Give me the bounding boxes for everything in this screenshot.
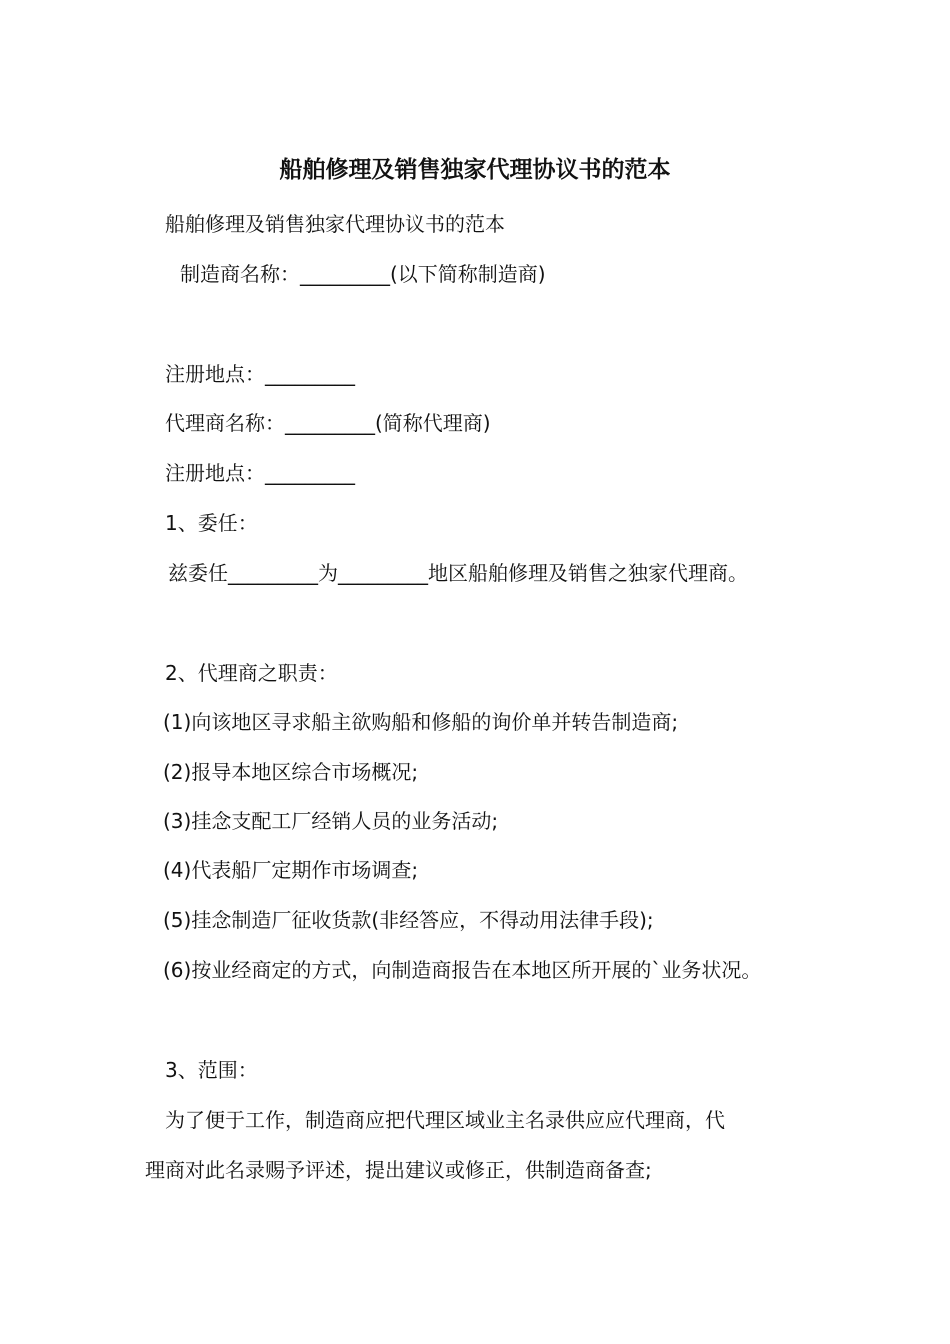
duty-item: (1)向该地区寻求船主欲购船和修船的询价单并转告制造商; (163, 710, 679, 734)
duty-item: (6)按业经商定的方式，向制造商报告在本地区所开展的`业务状况。 (163, 958, 762, 982)
duty-item: (5)挂念制造厂征收货款(非经答应，不得动用法律手段); (163, 908, 654, 932)
section-1-text: 兹委任_________为_________地区船舶修理及销售之独家代理商。 (168, 561, 748, 585)
document-title: 船舶修理及销售独家代理协议书的范本 (279, 157, 671, 183)
duty-item: (2)报导本地区综合市场概况; (163, 760, 419, 784)
section-1-heading: 1、委任： (165, 511, 258, 535)
duty-item: (4)代表船厂定期作市场调查; (163, 858, 419, 882)
section-3-text-line-2: 理商对此名录赐予评述，提出建议或修正，供制造商备查; (145, 1158, 652, 1182)
duty-item: (3)挂念支配工厂经销人员的业务活动; (163, 809, 499, 833)
manufacturer-name-line: 制造商名称：_________(以下简称制造商) (180, 262, 546, 286)
manufacturer-address-line: 注册地点：_________ (165, 362, 355, 386)
section-2-heading: 2、代理商之职责： (165, 661, 338, 685)
agent-name-line: 代理商名称：_________(简称代理商) (165, 411, 491, 435)
document-subtitle: 船舶修理及销售独家代理协议书的范本 (165, 212, 505, 236)
section-3-text-line-1: 为了便于工作，制造商应把代理区域业主名录供应应代理商，代 (165, 1108, 725, 1132)
agent-address-line: 注册地点：_________ (165, 461, 355, 485)
section-3-heading: 3、范围： (165, 1058, 258, 1082)
